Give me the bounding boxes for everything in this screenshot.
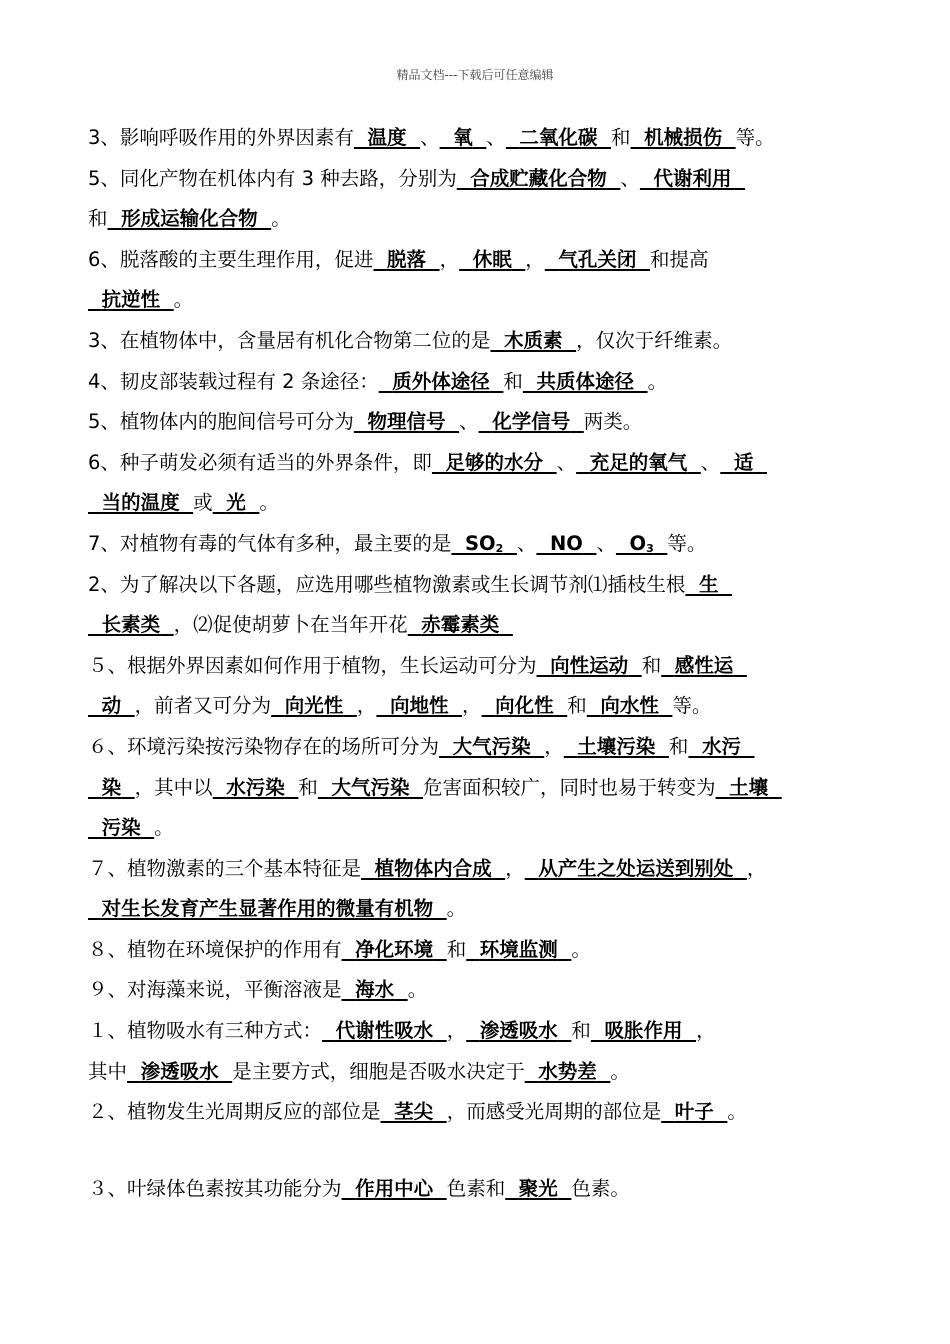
question-text: 。 (446, 897, 467, 921)
answer-blank (536, 524, 596, 565)
answer-text: 从产生之处运送到别处 (538, 856, 734, 880)
answer-blank (88, 686, 135, 727)
question-text: 和 (298, 775, 318, 799)
answer-text: 渗透吸水 (140, 1059, 219, 1083)
answer-blank (616, 524, 667, 570)
answer-blank (688, 727, 754, 768)
answer-blank (466, 930, 571, 971)
answer-blank (716, 768, 782, 809)
question-text: 。 (727, 1100, 747, 1124)
answer-text: 生 (699, 572, 719, 596)
answer-text: 植物体内合成 (374, 856, 492, 880)
answer-blank (506, 118, 611, 159)
answer-blank (342, 1169, 447, 1210)
question-text: ， (505, 856, 525, 880)
question-text: 5、植物体内的胞间信号可分为 (88, 410, 354, 434)
answer-subscript: 2 (495, 541, 504, 555)
question-text: 等。 (735, 126, 775, 149)
answer-blank (523, 362, 648, 403)
answer-text: 休眠 (472, 247, 512, 271)
question-text: 。 (610, 1059, 630, 1083)
answer-blank (88, 808, 154, 849)
question-text: ，仅次于纤维素。 (576, 328, 733, 352)
answer-text: 抗逆性 (101, 288, 161, 312)
answer-blank (661, 646, 747, 687)
answer-text: 茎尖 (394, 1100, 434, 1124)
question-text: 、 (486, 126, 506, 149)
answer-blank (451, 524, 516, 570)
answer-text: 水势差 (538, 1059, 597, 1083)
question-text: 5、同化产物在机体内有 3 种去路，分别为 (88, 166, 457, 190)
question-text: ，其中以 (134, 775, 213, 799)
question-text: 和 (668, 734, 689, 758)
answer-text: 氧 (453, 126, 473, 149)
question-line (88, 565, 878, 606)
answer-blank (525, 849, 747, 890)
answer-text: 水污染 (226, 775, 285, 799)
answer-text: 温度 (367, 126, 407, 149)
question-text: 等。 (672, 694, 712, 718)
question-line (88, 443, 878, 484)
question-text: ５、根据外界因素如何作用于植物，生长运动可分为 (88, 653, 537, 677)
answer-text: 充足的氧气 (589, 450, 688, 474)
answer-blank (322, 1011, 447, 1052)
answer-blank (88, 889, 447, 930)
answer-text: 形成运输化合物 (121, 207, 258, 231)
question-text: ， (356, 694, 377, 718)
answer-text: NO (549, 531, 583, 555)
answer-text: 脱落 (387, 247, 427, 271)
question-text: ， (439, 247, 460, 271)
question-text: 2、为了解决以下各题，应选用哪些植物激素或生长调节剂⑴插枝生根 (88, 572, 686, 596)
answer-text: 机械损伤 (644, 126, 723, 149)
question-text: 色素。 (571, 1176, 630, 1200)
question-line (88, 727, 878, 768)
answer-text: 赤霉素类 (421, 613, 500, 637)
answer-text: 渗透吸水 (479, 1019, 558, 1043)
answer-text: 海水 (355, 978, 395, 1002)
answer-blank (482, 686, 568, 727)
answer-blank (545, 240, 650, 281)
answer-text: 向性运动 (550, 653, 629, 677)
answer-text: 向光性 (284, 694, 344, 718)
answer-blank (537, 646, 642, 687)
answer-text: 向地性 (389, 694, 449, 718)
answer-blank (318, 768, 423, 809)
answer-text: 大气污染 (452, 734, 531, 758)
answer-blank (457, 159, 621, 200)
answer-blank (439, 727, 544, 768)
question-text: 等。 (667, 531, 707, 555)
answer-text: 环境监测 (479, 937, 558, 961)
question-text: 。 (173, 288, 194, 312)
question-text: 7、对植物有毒的气体有多种，最主要的是 (88, 531, 452, 555)
question-line (88, 768, 878, 809)
question-text: 。 (271, 207, 291, 231)
question-line (88, 1169, 878, 1210)
question-text: ， (746, 856, 767, 880)
question-text: 、 (620, 166, 640, 190)
question-text: ， (446, 1019, 467, 1043)
answer-text: 土壤污染 (577, 734, 656, 758)
answer-text: 吸胀作用 (604, 1019, 683, 1043)
answer-text: 污染 (101, 816, 141, 840)
answer-blank (466, 1011, 571, 1052)
question-line (88, 524, 878, 565)
answer-blank (576, 443, 701, 484)
answer-blank (479, 402, 584, 443)
question-text: 危害面积较广，同时也易于转变为 (423, 775, 716, 799)
answer-blank (271, 686, 357, 727)
question-text: 、 (596, 531, 616, 555)
question-text: 。 (407, 978, 428, 1002)
answer-text: 长素类 (101, 613, 161, 637)
question-line (88, 240, 878, 281)
question-text: 。 (259, 491, 279, 515)
question-line (88, 686, 878, 727)
answer-blank (127, 1052, 232, 1093)
question-text: 3、在植物体中，含量居有机化合物第二位的是 (88, 328, 491, 352)
question-text: ，⑵促使胡萝卜在当年开花 (173, 613, 408, 637)
question-line (88, 970, 878, 1011)
answer-text: 木质素 (504, 328, 563, 352)
question-text: 6、种子萌发必须有适当的外界条件，即 (88, 450, 432, 474)
answer-blank (720, 443, 767, 484)
question-text: 、 (459, 410, 479, 434)
question-text: 是主要方式，细胞是否吸水决定于 (232, 1059, 525, 1083)
answer-blank (342, 930, 447, 971)
answer-blank (408, 605, 513, 646)
question-line (88, 605, 878, 646)
question-line (88, 849, 878, 890)
question-text: 其中 (88, 1059, 128, 1083)
answer-blank (525, 1052, 611, 1093)
question-text: 4、韧皮部装载过程有 2 条途径： (88, 369, 379, 393)
question-text: ６、环境污染按污染物存在的场所可分为 (88, 734, 440, 758)
question-line (88, 402, 878, 443)
answer-blank (88, 768, 135, 809)
answer-blank (88, 605, 174, 646)
answer-blank (459, 240, 525, 281)
answer-text: O (629, 531, 647, 555)
question-line (88, 199, 878, 240)
answer-blank (376, 686, 462, 727)
question-text: 和 (641, 653, 662, 677)
question-text: ， (696, 1019, 716, 1043)
answer-blank (354, 118, 420, 159)
question-text: ３、叶绿体色素按其功能分为 (88, 1176, 342, 1200)
answer-text: 感性运 (674, 653, 734, 677)
answer-text: 土壤 (729, 775, 769, 799)
question-text: ，前者又可分为 (134, 694, 272, 718)
answer-text: 染 (101, 775, 122, 799)
question-text: ， (544, 734, 564, 758)
answer-text: 水污 (701, 734, 741, 758)
question-text: 或 (193, 491, 213, 515)
question-text: ８、植物在环境保护的作用有 (88, 937, 342, 961)
question-text: 和 (567, 694, 587, 718)
question-line (88, 483, 878, 524)
question-line (88, 118, 878, 159)
answer-text: 质外体途径 (392, 369, 490, 393)
answer-blank (640, 159, 745, 200)
question-text: ， (525, 247, 545, 271)
question-text: 和 (446, 937, 467, 961)
answer-blank (685, 565, 732, 606)
answer-text: 化学信号 (492, 410, 571, 434)
question-line (88, 1092, 878, 1133)
answer-text: 适 (733, 450, 754, 474)
question-text: 6、脱落酸的主要生理作用，促进 (88, 247, 374, 271)
answer-blank (440, 118, 487, 159)
answer-text: 代谢利用 (653, 166, 732, 190)
page-header: 精品文档---下载后可任意编辑 (396, 68, 554, 82)
answer-subscript: 3 (646, 541, 654, 555)
answer-blank (564, 727, 669, 768)
answer-text: 物理信号 (367, 410, 446, 434)
question-line (88, 930, 878, 971)
answer-blank (379, 362, 504, 403)
question-text: 和 (571, 1019, 591, 1043)
question-line (88, 646, 878, 687)
answer-text: 大气污染 (331, 775, 410, 799)
question-text: 和 (503, 369, 523, 393)
question-text: 、 (420, 126, 440, 149)
answer-blank (373, 240, 439, 281)
question-line (88, 1052, 878, 1093)
answer-text: 向化性 (495, 694, 554, 718)
answer-blank (342, 970, 408, 1011)
answer-text: SO (465, 531, 496, 555)
answer-text: 合成贮藏化合物 (470, 166, 607, 190)
question-line (88, 1011, 878, 1052)
question-text: 。 (571, 937, 591, 961)
answer-text: 动 (101, 694, 122, 718)
answer-blank (213, 768, 299, 809)
question-text: ， (462, 694, 482, 718)
answer-text: 向水性 (600, 694, 659, 718)
answer-text: 共质体途径 (536, 369, 634, 393)
question-text: 两类。 (583, 410, 643, 434)
answer-text: 气孔关闭 (558, 247, 637, 271)
answer-blank (213, 483, 260, 524)
answer-blank (630, 118, 735, 159)
answer-blank (505, 1169, 571, 1210)
question-text: 、 (556, 450, 577, 474)
answer-text: 足够的水分 (445, 450, 544, 474)
question-text: 、 (700, 450, 721, 474)
answer-text: 聚光 (518, 1176, 558, 1200)
answer-blank (591, 1011, 696, 1052)
answer-blank (88, 280, 174, 321)
answer-blank (661, 1092, 727, 1133)
answer-blank (587, 686, 673, 727)
question-text: 和 (88, 207, 108, 231)
question-text: 、 (516, 531, 537, 555)
answer-text: 净化环境 (355, 937, 434, 961)
question-line (88, 280, 878, 321)
answer-text: 当的温度 (101, 491, 180, 515)
answer-blank (354, 402, 459, 443)
question-line (88, 321, 878, 362)
question-text: ７、植物激素的三个基本特征是 (88, 856, 362, 880)
answer-text: 对生长发育产生显著作用的微量有机物 (101, 897, 434, 921)
answer-blank (88, 483, 193, 524)
question-line (88, 808, 878, 849)
answer-blank (381, 1092, 447, 1133)
question-text: 。 (154, 816, 174, 840)
question-text: １、植物吸水有三种方式： (88, 1019, 323, 1043)
answer-blank (361, 849, 505, 890)
answer-blank (490, 321, 576, 362)
question-text: 。 (647, 369, 668, 393)
question-text: 色素和 (446, 1176, 506, 1200)
answer-blank (432, 443, 557, 484)
question-text: ２、植物发生光周期反应的部位是 (88, 1100, 381, 1124)
fill-in-blank-questions (88, 118, 878, 1209)
answer-text: 作用中心 (355, 1176, 434, 1200)
question-text: 和提高 (649, 247, 709, 271)
question-line (88, 889, 878, 930)
answer-text: 二氧化碳 (519, 126, 598, 149)
answer-text: 光 (226, 491, 246, 515)
question-line (88, 362, 878, 403)
answer-text: 代谢性吸水 (335, 1019, 434, 1043)
answer-blank (108, 199, 272, 240)
question-text: ９、对海藻来说，平衡溶液是 (88, 978, 342, 1002)
question-text: 和 (610, 126, 631, 149)
question-text: 3、影响呼吸作用的外界因素有 (88, 126, 354, 149)
answer-text: 叶子 (674, 1100, 714, 1124)
question-text: ，而感受光周期的部位是 (446, 1100, 662, 1124)
question-line (88, 159, 878, 200)
